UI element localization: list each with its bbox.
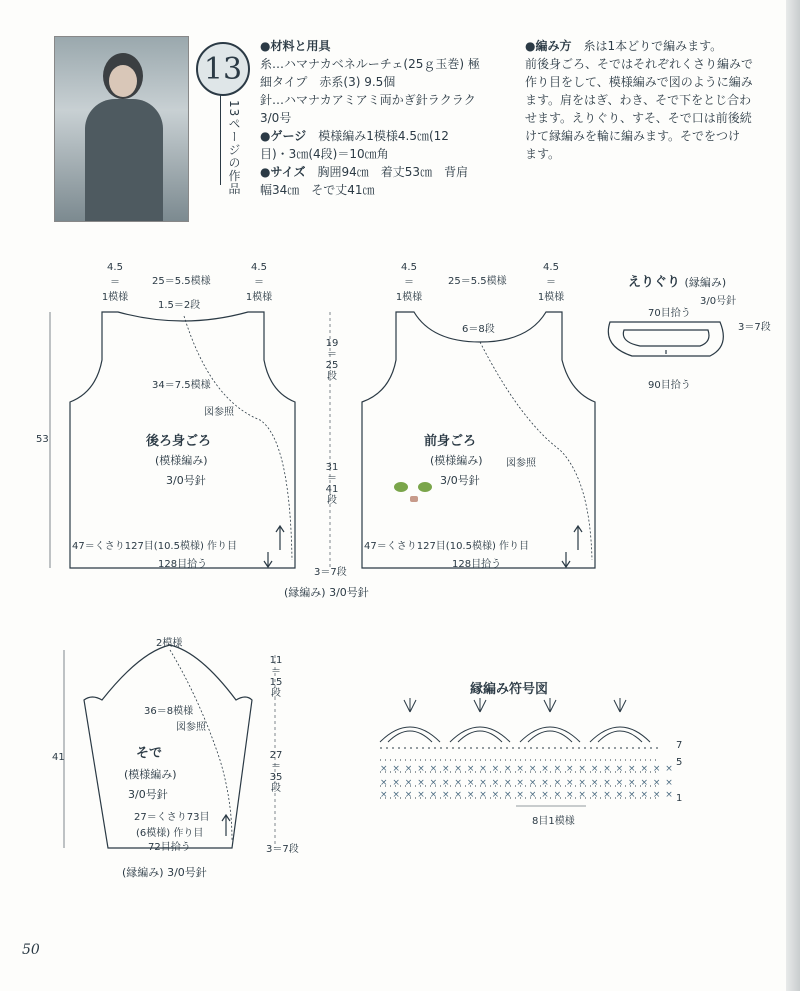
back-arrow-down	[264, 552, 272, 567]
dim-value: 11	[269, 655, 283, 666]
collar-top-pickup: 70目拾う	[648, 308, 691, 319]
front-right-width	[536, 262, 566, 303]
cat-eye-icon	[394, 482, 408, 492]
dim-eq: ＝	[254, 277, 264, 288]
dim-rows: 15	[269, 677, 283, 688]
sleeve-hem-rows: 3＝7段	[266, 844, 299, 855]
dim-eq: ＝	[327, 349, 337, 360]
dim-eq: ＝	[404, 277, 414, 288]
gauge-text: 模様編み1模様4.5㎝(12	[318, 129, 449, 143]
back-stitch: (模様編み)	[155, 454, 208, 467]
front-mid-width: 25＝5.5模様	[448, 276, 507, 287]
materials-line: 針…ハマナカアミアミ両かぎ針ラクラク	[260, 93, 476, 107]
sleeve-needle: 3/0号針	[128, 788, 168, 801]
back-arrow-up	[276, 526, 284, 550]
cat-image	[388, 470, 440, 514]
sleeve-start-chain: 27＝くさり73目	[134, 812, 210, 823]
collar-inner	[623, 330, 709, 346]
method-line: ます。	[525, 147, 561, 161]
front-pickup: 128目拾う	[452, 559, 502, 570]
sleeve-edge-note: (縁編み) 3/0号針	[122, 866, 207, 879]
front-arrow-down	[562, 552, 570, 567]
edging-stitch-row: × × × × × × × × × × × × × × × × × × × × × × × ×	[380, 764, 674, 774]
dim-eq: ＝	[271, 761, 281, 772]
collar-title	[628, 271, 726, 290]
method-heading: ●編み方	[525, 39, 572, 53]
front-body-height	[324, 462, 340, 506]
front-neck-depth: 6＝8段	[462, 324, 495, 335]
sleeve-start-pattern: (6模様) 作り目	[136, 828, 204, 839]
back-chest-width: 34＝7.5模様	[152, 380, 211, 391]
front-stitch: (模様編み)	[430, 454, 483, 467]
edging-repeat: 8目1模様	[532, 816, 575, 827]
dim-pattern: 1模様	[245, 292, 273, 303]
sleeve-top-width: 2模様	[156, 638, 183, 649]
cat-eye-icon	[418, 482, 432, 492]
edging-row-label: 7	[676, 740, 683, 751]
method-line: ます。肩をはぎ、わき、そで下をとじ合わ	[525, 93, 752, 107]
dim-rows: 35	[269, 772, 283, 783]
dim-value: 4.5	[543, 262, 559, 273]
dim-pattern: 1模様	[395, 292, 423, 303]
size-line: 幅34㎝ そで丈41㎝	[260, 183, 375, 197]
collar-sub: (縁編み)	[684, 276, 727, 289]
sleeve-arrow-up	[222, 815, 230, 836]
dim-rows: 41	[325, 484, 339, 495]
collar-side-rows: 3＝7段	[738, 322, 771, 333]
method-line: せます。えりぐり、すそ、そで口は前後続	[525, 111, 752, 125]
back-height: 53	[36, 434, 49, 445]
dim-unit: 段	[327, 371, 337, 382]
sleeve-body-height	[268, 750, 284, 794]
front-arrow-up	[574, 526, 582, 550]
page-reference: 13ページの作品	[227, 100, 241, 196]
materials-line: 3/0号	[260, 111, 292, 125]
front-body-title: 前身ごろ	[424, 434, 477, 449]
method-line: 作り目をして、模様編みで図のように編み	[525, 75, 753, 89]
sleeve-title: そで	[136, 746, 163, 761]
materials-line: 細タイプ 赤系(3) 9.5個	[260, 75, 396, 89]
sleeve-stitch: (模様編み)	[124, 768, 177, 781]
front-left-width	[394, 262, 424, 303]
front-hem-rows: 3＝7段	[314, 567, 347, 578]
dim-rows: 25	[325, 360, 339, 371]
back-mid-width: 25＝5.5模様	[152, 276, 211, 287]
cat-nose-icon	[410, 496, 418, 502]
dim-value: 27	[269, 750, 283, 761]
dim-pattern: 1模様	[101, 292, 129, 303]
front-edge-note: (縁編み) 3/0号針	[284, 586, 369, 599]
dim-eq: ＝	[110, 277, 120, 288]
collar-needle: 3/0号針	[700, 296, 737, 307]
edging-stitch-row: × × × × × × × × × × × × × × × × × × × × × × × ×	[380, 790, 674, 800]
materials-heading: ●材料と用具	[260, 39, 331, 53]
dim-eq: ＝	[546, 277, 556, 288]
method-line: 前後身ごろ、そではそれぞれくさり編みで	[525, 57, 754, 71]
collar-bottom-pickup: 90目拾う	[648, 380, 691, 391]
edging-stitch-row: × × × × × × × × × × × × × × × × × × × × × × × ×	[380, 778, 674, 788]
size-heading: ●サイズ	[260, 165, 306, 179]
front-armhole-height	[324, 338, 340, 382]
dim-unit: 段	[271, 688, 281, 699]
materials-line: 糸…ハマナカベネルーチェ(25ｇ玉巻) 極	[260, 57, 480, 71]
sleeve-ref-note: 図参照	[176, 722, 206, 733]
page-number: 50	[22, 942, 40, 958]
dim-eq: ＝	[271, 666, 281, 677]
back-right-width	[244, 262, 274, 303]
sleeve-pickup: 72目拾う	[148, 842, 191, 853]
edging-chart-title: 縁編み符号図	[470, 682, 549, 697]
pattern-number: 13	[203, 51, 243, 87]
dim-value: 19	[325, 338, 339, 349]
back-body-title: 後ろ身ごろ	[146, 434, 212, 449]
dim-value: 4.5	[401, 262, 417, 273]
back-neck-depth: 1.5＝2段	[158, 300, 201, 311]
front-ref-note: 図参照	[506, 458, 536, 469]
dim-eq: ＝	[327, 473, 337, 484]
edging-row-label: 5	[676, 757, 683, 768]
size-text: 胸囲94㎝ 着丈53㎝ 背肩	[317, 165, 469, 179]
gauge-line: 目)・3㎝(4段)＝10㎝角	[260, 147, 389, 161]
sleeve-cap-width: 36＝8模様	[144, 706, 194, 717]
front-needle: 3/0号針	[440, 474, 480, 487]
front-start-chain: 47＝くさり127目(10.5模様) 作り目	[364, 541, 530, 552]
back-left-width	[100, 262, 130, 303]
dim-value: 31	[325, 462, 339, 473]
dim-unit: 段	[271, 783, 281, 794]
edging-row-label: 1	[676, 793, 683, 804]
front-armhole-ref	[480, 342, 592, 560]
back-needle: 3/0号針	[166, 474, 206, 487]
dim-value: 4.5	[107, 262, 123, 273]
back-start-chain: 47＝くさり127目(10.5模様) 作り目	[72, 541, 238, 552]
gauge-heading: ●ゲージ	[260, 129, 307, 143]
dim-pattern: 1模様	[537, 292, 565, 303]
back-ref-note: 図参照	[204, 407, 234, 418]
method-line: けて縁編みを輪に編みます。そでをつけ	[525, 129, 741, 143]
dim-value: 4.5	[251, 262, 267, 273]
sleeve-cap-height	[268, 655, 284, 699]
front-body-outline	[362, 312, 595, 568]
dim-unit: 段	[327, 495, 337, 506]
method-line: 糸は1本どりで編みます。	[583, 39, 723, 53]
page-binding-edge	[786, 0, 800, 991]
collar-title-text: えりぐり	[628, 275, 681, 290]
sleeve-height: 41	[52, 752, 65, 763]
back-pickup: 128目拾う	[158, 559, 208, 570]
